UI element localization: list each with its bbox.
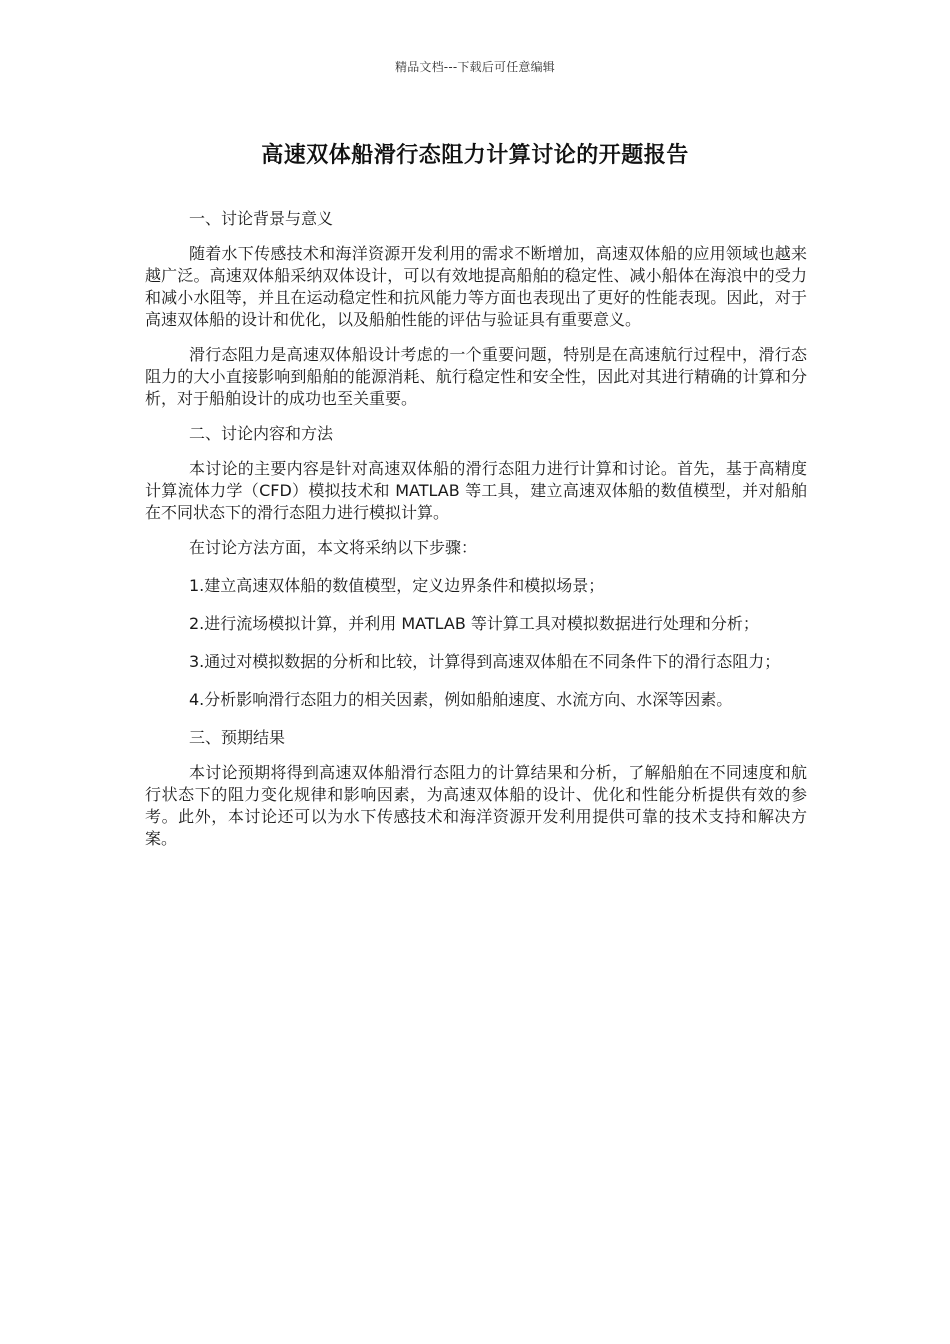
step-item: 3.通过对模拟数据的分析和比较，计算得到高速双体船在不同条件下的滑行态阻力；	[189, 652, 781, 671]
section-heading-content-method: 二、讨论内容和方法	[189, 424, 334, 443]
document-title: 高速双体船滑行态阻力计算讨论的开题报告	[261, 143, 689, 168]
paragraph-background: 随着水下传感技术和海洋资源开发利用的需求不断增加，高速双体船的应用领域也越来越广泛。高速双体船采纳双体设计，可以有效地提高船舶的稳定性、减小船体在海浪中的受力和减小水阻等，并且在运动稳定性和抗风能力等方面也表现出了更好的性能表现。因此，对于高速双体船的设计和优化，以及船舶性能的评估与验证具有重要意义。	[145, 244, 807, 329]
header-note: 精品文档---下载后可任意编辑	[395, 60, 555, 74]
paragraph-planing-resistance: 滑行态阻力是高速双体船设计考虑的一个重要问题，特别是在高速航行过程中，滑行态阻力的大小直接影响到船舶的能源消耗、航行稳定性和安全性，因此对其进行精确的计算和分析，对于船舶设计的成功也至关重要。	[145, 345, 807, 408]
step-item: 2.进行流场模拟计算，并利用 MATLAB 等计算工具对模拟数据进行处理和分析；	[189, 614, 759, 633]
step-item: 1.建立高速双体船的数值模型，定义边界条件和模拟场景；	[189, 576, 605, 595]
paragraph-method-intro: 在讨论方法方面，本文将采纳以下步骤：	[189, 538, 478, 557]
section-heading-expected-results: 三、预期结果	[189, 728, 286, 747]
step-item: 4.分析影响滑行态阻力的相关因素，例如船舶速度、水流方向、水深等因素。	[189, 690, 733, 709]
paragraph-expected-results: 本讨论预期将得到高速双体船滑行态阻力的计算结果和分析，了解船舶在不同速度和航行状态下的阻力变化规律和影响因素，为高速双体船的设计、优化和性能分析提供有效的参考。此外，本讨论还可以为水下传感技术和海洋资源开发利用提供可靠的技术支持和解决方案。	[145, 763, 807, 848]
document-body	[145, 208, 807, 863]
paragraph-main-content: 本讨论的主要内容是针对高速双体船的滑行态阻力进行计算和讨论。首先，基于高精度计算流体力学（CFD）模拟技术和 MATLAB 等工具，建立高速双体船的数值模型，并对船舶在不同状态下的滑行态阻力进行模拟计算。	[145, 459, 807, 522]
section-heading-background: 一、讨论背景与意义	[189, 209, 334, 228]
